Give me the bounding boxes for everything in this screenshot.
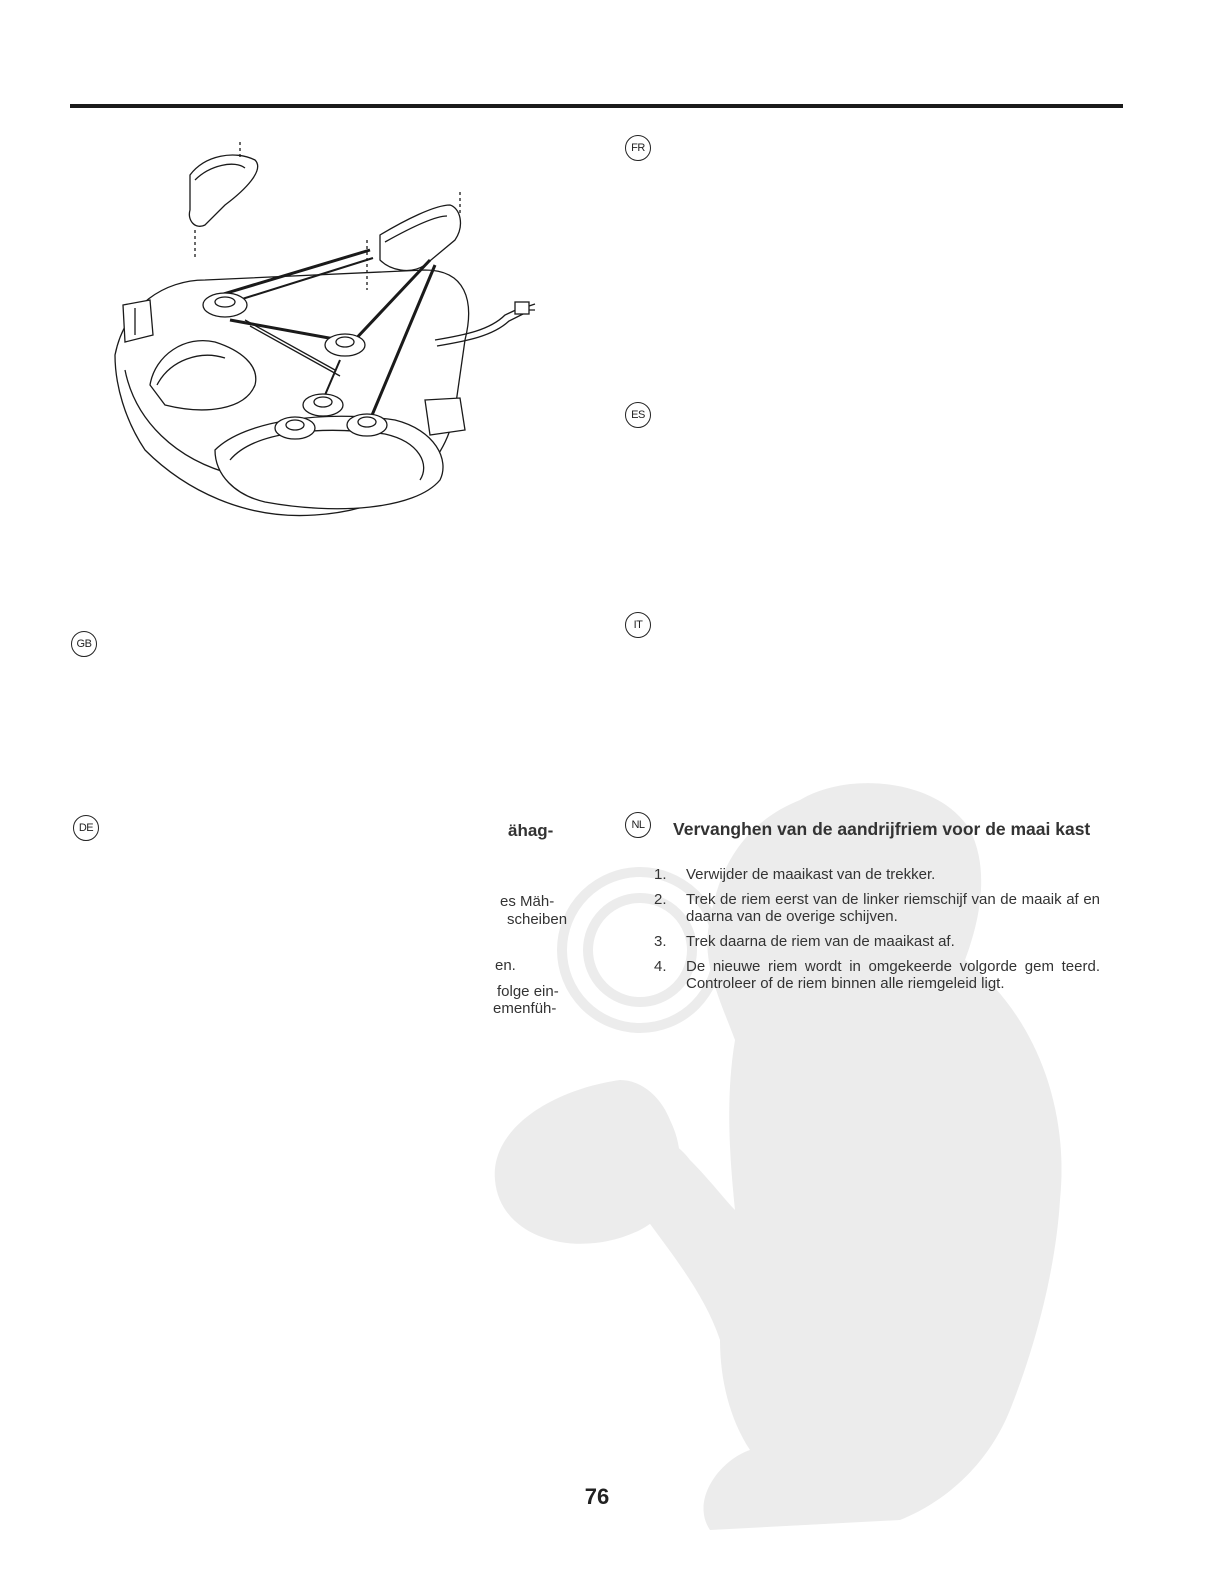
lang-badge-nl: NL xyxy=(625,812,651,838)
step-number: 1. xyxy=(654,866,667,883)
list-item xyxy=(650,866,1100,883)
list-item xyxy=(650,891,1100,925)
nl-section-title: Vervanghen van de aandrijfriem voor de maai kast xyxy=(673,819,1091,839)
lang-badge-de: DE xyxy=(73,815,99,841)
lang-badge-es: ES xyxy=(625,402,651,428)
step-number: 2. xyxy=(654,891,667,908)
step-text: Trek daarna de riem van de maaikast af. xyxy=(686,933,955,950)
top-rule xyxy=(70,104,1123,108)
de-fragment: folge ein- xyxy=(497,983,559,1000)
de-fragment: en. xyxy=(495,957,516,974)
lang-badge-fr: FR xyxy=(625,135,651,161)
list-item xyxy=(650,958,1100,992)
step-text: Trek de riem eerst van de linker riemschijf van de maaik af en daarna van de overige schijven. xyxy=(686,891,1100,925)
step-text: De nieuwe riem wordt in omgekeerde volgorde gem teerd. Controleer of de riem binnen alle riemgeleid ligt. xyxy=(686,958,1100,992)
step-number: 4. xyxy=(654,958,667,975)
de-fragment: ähag- xyxy=(508,821,554,840)
page-number: 76 xyxy=(584,1484,610,1509)
de-fragment: emenfüh- xyxy=(493,1000,557,1017)
lang-badge-gb: GB xyxy=(71,631,97,657)
step-text: Verwijder de maaikast van de trekker. xyxy=(686,866,936,883)
lang-badge-it: IT xyxy=(625,612,651,638)
de-fragment: scheiben xyxy=(507,911,568,928)
list-item xyxy=(650,933,1100,950)
mower-deck-belt-diagram xyxy=(95,130,555,540)
de-fragment: es Mäh- xyxy=(500,893,555,910)
step-number: 3. xyxy=(654,933,667,950)
nl-steps-list xyxy=(650,866,1100,1000)
